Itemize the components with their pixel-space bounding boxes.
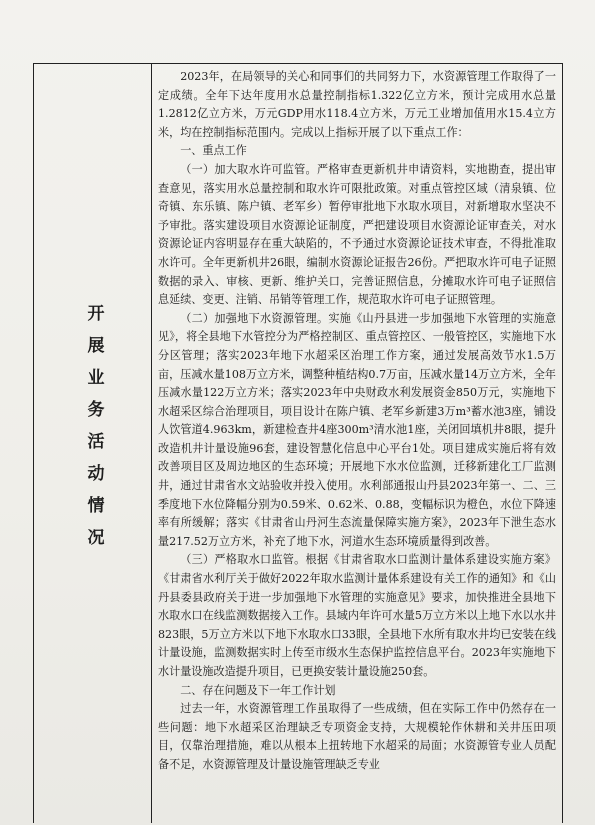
content-cell [158, 68, 556, 775]
intro-paragraph: 2023年，在局领导的关心和同事们的共同努力下，水资源管理工作取得了一定成绩。全年下达年度用水总量控制指标1.322亿立方米，预计完成用水总量1.2812亿立方米，万元GDP用水118.4立方米，万元工业增加值用水15.4立方米，均在控制指标范围内。完成以上指标开展了以下重点工作： [158, 70, 556, 139]
label-char: 开 [87, 304, 105, 324]
section-heading: 一、重点工作 [180, 144, 247, 158]
label-char: 情 [87, 496, 105, 516]
body-paragraph: （三）严格取水口监管。根据《甘肃省取水口监测计量体系建设实施方案》《甘肃省水利厅关于做好2022年取水监测计量体系建设有关工作的通知》和《山丹县委县政府关于进一步加强地下水管理的实施意见》要求，加快推进全县地下水取水口在线监测数据接入工作。县域内年许可水量5万立方米以上地下水以水井823眼，5万立方米以下地下水取水口33眼，全县地下水所有取水井均已安装在线计量设施，监测数据实时上传至市级水生态保护监控信息平台。2023年实施地下水计量设施改造提升项目，已更换安装计量设施250套。 [158, 553, 556, 678]
label-char: 务 [87, 400, 105, 420]
body-paragraph: 过去一年，水资源管理工作虽取得了一些成绩，但在实际工作中仍然存在一些问题：地下水超采区治理缺乏专项资金支持，大规模轮作休耕和关井压田项目，仅靠治理措施，难以从根本上扭转地下水超采的局面；水资源管专业人员配备不足，水资源管理及计量设施管理缺乏专业 [158, 702, 556, 771]
section-label [86, 298, 106, 554]
label-char: 动 [87, 464, 105, 484]
section-heading: 二、存在问题及下一年工作计划 [180, 683, 336, 697]
label-char: 活 [87, 432, 105, 452]
body-paragraph: （一）加大取水许可监管。严格审查更新机井申请资料，实地勘查，提出审查意见，落实用水总量控制和取水许可限批政策。对重点管控区域（清泉镇、位奇镇、东乐镇、陈户镇、老军乡）暂停审批地下水取水项目，对新增取水坚决不予审批。落实建设项目水资源论证制度，严把建设项目水资源论证审查关，对水资源论证内容明显存在重大缺陷的，不予通过水资源论证技术审查，不得批准取水许可。全年更新机井26眼，编制水资源论证报告26份。严把取水许可电子证照数据的录入、审核、更新、维护关口，完善证照信息，分摊取水许可电子证照信息延续、变更、注销、吊销等管理工作，规范取水许可电子证照管理。 [158, 162, 556, 307]
label-char: 业 [87, 368, 105, 388]
label-char: 展 [87, 336, 105, 356]
body-paragraph: （二）加强地下水资源管理。实施《山丹县进一步加强地下水管理的实施意见》，将全县地下水管控分为严格控制区、重点管控区、一般管控区，实施地下水分区管理；落实2023年地下水超采区治理工作方案，通过发展高效节水1.5万亩，压减水量108万立方米，调整种植结构0.7万亩，压减水量14万立方米，全年压减水量122万立方米；落实2023年中央财政水利发展资金850万元，实施地下水超采区综合治理项目，项目设计在陈户镇、老军乡新建3万m³蓄水池3座，铺设人饮管道4.963km，新建检查井4座300m³清水池1座，关闭回填机井8眼，提升改造机井计量设施96套，建设智慧化信息中心平台1处。项目建成实施后将有效改善项目区及周边地区的生态环境；开展地下水水位监测，迁移新建化工厂监测井，通过甘肃省水文站验收并投入使用。水利部通报山丹县2023年第一、二、三季度地下水位降幅分别为0.59米、0.62米、0.88，变幅标识为橙色，水位下降速率有所缓解；落实《甘肃省山丹河生态流量保障实施方案》，2023年下泄生态水量217.52万立方米，补充了地下水，河道水生态环境质量得到改善。 [158, 311, 556, 548]
label-char: 况 [87, 528, 105, 548]
